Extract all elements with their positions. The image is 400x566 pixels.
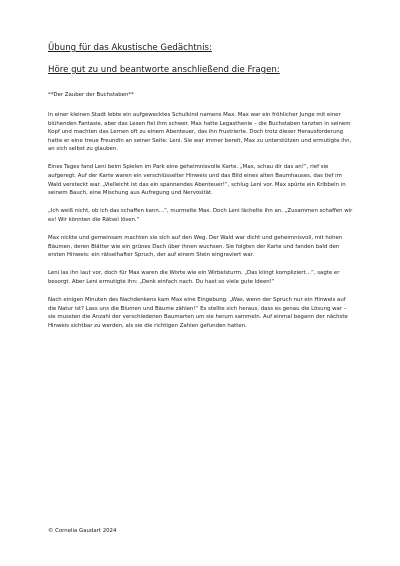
story-paragraph: „Ich weiß nicht, ob ich das schaffen kann…“, murmelte Max. Doch Leni lächelte ihn an. „Zusammen schaffen wir es! Wir könnten die Rätsel lösen.“: [48, 208, 353, 223]
story-paragraph: Leni las ihn laut vor, doch für Max waren die Worte wie ein Wirbelsturm. „Das klingt kompliziert…“, sagte er besorgt. Aber Leni ermutigte ihn: „Denk einfach nach. Du hast so viele gute Ideen!“: [48, 270, 340, 285]
story-title: **Der Zauber der Buchstaben**: [48, 92, 134, 98]
story-paragraph: Max nickte und gemeinsam machten sie sich auf den Weg. Der Wald war dicht und geheimnisvoll, mit hohen Bäumen, deren Blätter wie ein grünes Dach über ihnen wuchsen. Sie folgten der Karte und fanden bald den ersten Hinweis: ein rätselhafter Spruch, der auf einem Stein eingraviert war.: [48, 235, 343, 259]
story-paragraph: Nach einigen Minuten des Nachdenkens kam Max eine Eingebung. „Was, wenn der Spruch nur ein Hinweis auf die Natur ist? Lass uns die Blumen und Bäume zählen!“ Es stellte sich heraus, dass es genau die Lösung war – sie mussten die Anzahl der verschiedenen Baumarten um sie herum sammeln. Auf einmal begann der nächste Hinweis sichtbar zu werden, als sie die richtigen Zahlen gefunden hatten.: [48, 297, 348, 329]
copyright-footer: © Cornelia Gaudart 2024: [48, 528, 117, 534]
story-body: [48, 111, 355, 330]
exercise-heading: Übung für das Akustische Gedächtnis:: [48, 43, 212, 53]
story-paragraph: In einer kleinen Stadt lebte ein aufgewecktes Schulkind namens Max. Max war ein fröhlicher Junge mit einer blühenden Fantasie, aber das Lesen fiel ihm schwer. Max hatte Legasthenie – die Buchstaben tanzten in seinem Kopf und machten das Lernen oft zu einem Abenteuer, das ihn frustrierte. Doch trotz dieser Herausforderung hatte er eine treue Freundin an seiner Seite: Leni. Sie war immer bereit, Max zu unterstützen und ermutigte ihn, an sich selbst zu glauben.: [48, 112, 352, 153]
instruction-heading: Höre gut zu und beantworte anschließend die Fragen:: [48, 65, 280, 75]
story-paragraph: Eines Tages fand Leni beim Spielen im Park eine geheimnisvolle Karte. „Max, schau dir das an!“, rief sie aufgeregt. Auf der Karte waren ein verschlüsselter Hinweis und das Bild eines alten Baumhauses, das tief im Wald versteckt war. „Vielleicht ist das ein spannendes Abenteuer!“, schlug Leni vor. Max spürte ein Kribbeln in seinem Bauch, eine Mischung aus Aufregung und Nervosität.: [48, 164, 346, 197]
